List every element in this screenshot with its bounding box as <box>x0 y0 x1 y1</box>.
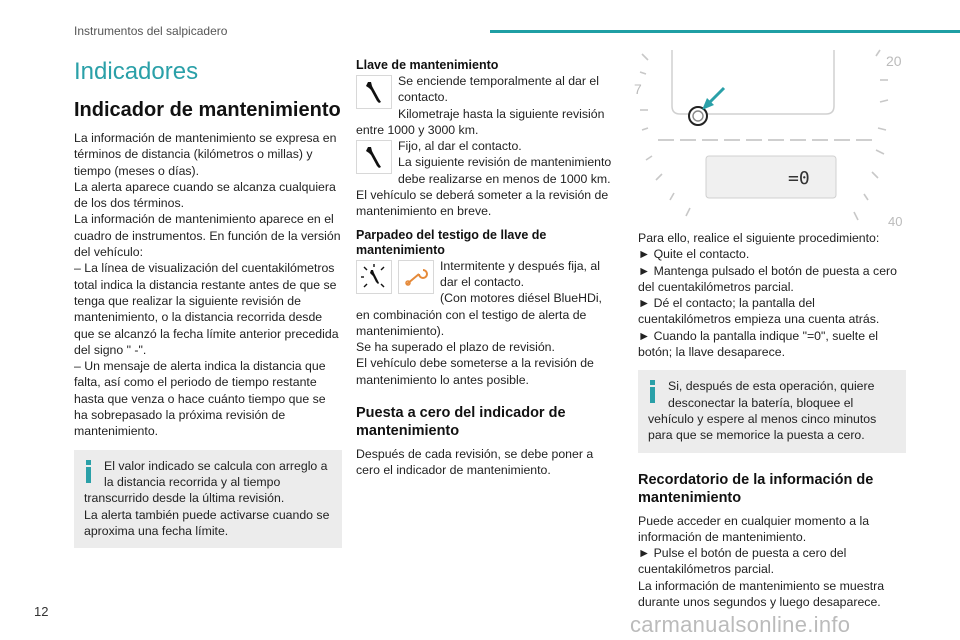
column-2 <box>356 58 618 479</box>
wrench-icon <box>356 140 392 174</box>
wrench-entry-1 <box>356 73 618 106</box>
step-item: ► Mantenga pulsado el botón de puesta a cero del cuentakilómetros parcial. <box>638 263 897 294</box>
odometer-display: =0 <box>788 168 810 189</box>
info-box <box>638 370 906 452</box>
watermark: carmanualsonline.info <box>630 612 851 637</box>
page-title: Indicadores <box>74 58 199 85</box>
list-item: – La línea de visualización del cuentakilómetros total indica la distancia restante antes de que se tenga que realizar la siguiente revisión de mantenimiento, o la distancia recorrida desde que se alcanzó la fecha límite anterior precedida del signo " -". <box>74 261 339 357</box>
step-item: ► Quite el contacto. <box>638 247 750 262</box>
column-1 <box>74 58 342 548</box>
info-icon <box>646 380 660 404</box>
paragraph: (Con motores diésel BlueHDi, en combinación con el testigo de alerta de mantenimiento). <box>356 291 602 338</box>
gauge-label-right-bottom: 40 <box>888 214 903 229</box>
instrument-cluster-illustration <box>636 50 902 228</box>
paragraph: Después de cada revisión, se debe poner a cero el indicador de mantenimiento. <box>356 447 594 478</box>
wrench-desc-line: Fijo, al dar el contacto. <box>398 139 522 154</box>
paragraph: Se ha superado el plazo de revisión. <box>356 340 555 355</box>
paragraph: Para ello, realice el siguiente procedimiento: <box>638 231 880 245</box>
paragraph: La información de mantenimiento se muestra durante unos segundos y luego desaparece. <box>638 578 885 610</box>
column-3 <box>638 230 906 610</box>
info-box <box>74 450 342 548</box>
list-item: – Un mensaje de alerta indica la distancia que falta, así como el periodo de tiempo restante hasta que venza o hace cuánto tiempo que se ha sobrepasado la próxima revisión de mantenimiento. <box>74 359 326 439</box>
step-item: ► Cuando la pantalla indique "=0", suelte el botón; la llave desaparece. <box>638 328 879 360</box>
running-header: Instrumentos del salpicadero <box>74 24 228 38</box>
paragraph: Puede acceder en cualquier momento a la información de mantenimiento. <box>638 513 870 544</box>
paragraph: La información de mantenimiento aparece en el cuadro de instrumentos. En función de la versión del vehículo: <box>74 212 341 260</box>
reset-button-knob <box>689 107 707 125</box>
gauge-label-left: 7 <box>634 81 642 97</box>
info-text: La alerta también puede activarse cuando se aproxima una fecha límite. <box>84 507 330 538</box>
paragraph: Kilometraje hasta la siguiente revisión entre 1000 y 3000 km. <box>356 106 605 137</box>
section-heading-reset: Puesta a cero del indicador de mantenimiento <box>356 405 566 440</box>
orange-wrench-icon <box>398 260 434 294</box>
header-accent-bar <box>490 30 960 33</box>
info-text: Si, después de esta operación, quiere desconectar la batería, bloquee el vehículo y espere al menos cinco minutos para que se memorice la puesta a cero. <box>648 379 877 443</box>
gauge-label-right-top: 20 <box>886 53 902 69</box>
wrench-icon <box>356 75 392 109</box>
blink-desc: Intermitente y después fija, al dar el contacto. <box>440 258 600 289</box>
subheading-blink: Parpadeo del testigo de llave de mantenimiento <box>356 227 547 257</box>
blinking-wrench-icon <box>356 260 392 294</box>
info-text: El valor indicado se calcula con arreglo a la distancia recorrida y al tiempo transcurrido desde la última revisión. <box>84 458 328 506</box>
wrench-entry-2 <box>356 138 618 187</box>
page-number: 12 <box>34 604 49 619</box>
wrench-desc <box>356 138 618 187</box>
paragraph: La alerta aparece cuando se alcanza cualquiera de los dos términos. <box>74 179 336 211</box>
paragraph: El vehículo debe someterse a la revisión de mantenimiento lo antes posible. <box>356 356 594 387</box>
wrench-desc-line: La siguiente revisión de mantenimiento debe realizarse en menos de 1000 km. <box>398 155 612 186</box>
step-item: ► Pulse el botón de puesta a cero del cuentakilómetros parcial. <box>638 546 847 577</box>
subheading-wrench: Llave de mantenimiento <box>356 58 499 72</box>
section-heading-reminder: Recordatorio de la información de mantenimiento <box>638 471 874 506</box>
paragraph: La información de mantenimiento se expresa en términos de distancia (kilómetros o millas) y tiempo (meses o días). <box>74 131 337 178</box>
step-item: ► Dé el contacto; la pantalla del cuentakilómetros empieza una cuenta atrás. <box>638 296 880 327</box>
section-heading: Indicador de mantenimiento <box>74 99 341 121</box>
paragraph: El vehículo se deberá someter a la revisión de mantenimiento en breve. <box>356 188 609 219</box>
blink-entry <box>356 258 618 291</box>
info-icon <box>82 460 96 484</box>
wrench-desc: Se enciende temporalmente al dar el contacto. <box>398 74 599 105</box>
